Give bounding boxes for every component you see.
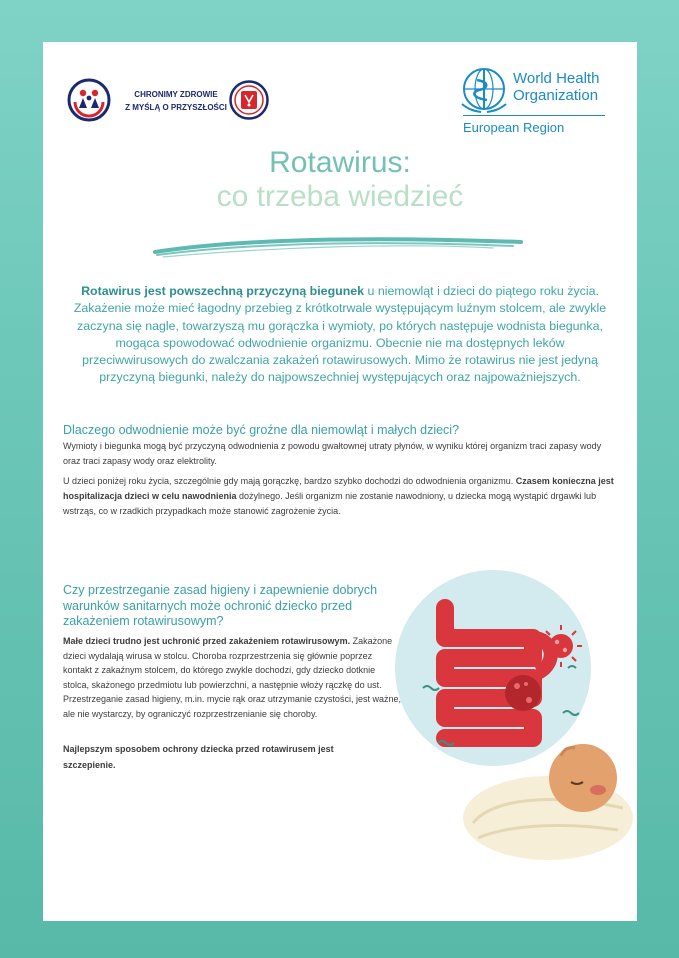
section-1-question: Dlaczego odwodnienie może być groźne dla niemowląt i małych dzieci? xyxy=(63,423,460,437)
section-1-p2-start: U dzieci poniżej roku życia, szczególnie gdy mają gorączkę, bardzo szybko dochodzi do odwodnienia organizmu. xyxy=(63,476,516,486)
intro-rest: u niemowląt i dzieci do piątego roku życia. Zakażenie może mieć łagodny przebieg z krótkotrwale występującym luźnym stolcem, ale zwykle zaczyna się nagle, towarzyszą mu gorączka i wymioty, po których następuje wodnista biegunka, mogąca spowodować odwodnienie organizmu. Obecnie nie ma dostępnych leków przeciwwirusowych do zwalczania zakażeń rotawirusowych. Mimo że rotawirus nie jest jedyną przyczyną biegunki, należy do najpowszechniej występujących oraz najpoważniejszych. xyxy=(73,284,607,385)
header xyxy=(43,42,637,142)
section-2-paragraph-2: Najlepszym sposobem ochrony dziecka przed rotawirusem jest szczepienie. xyxy=(63,744,334,770)
family-logo-icon xyxy=(67,78,111,122)
who-name: World Health Organization xyxy=(513,70,600,104)
section-2-p1-bold: Małe dzieci trudno jest uchronić przed zakażeniem rotawirusowym. xyxy=(63,636,351,646)
poster-page xyxy=(43,42,637,921)
brush-stroke xyxy=(153,234,523,262)
intestine-virus-baby-illustration xyxy=(383,568,637,873)
title-line-1: Rotawirus: xyxy=(269,146,411,179)
campaign-logo-text: CHRONIMY ZDROWIE Z MYŚLĄ O PRZYSZŁOŚCI xyxy=(125,90,227,112)
section-1-p2-end: dożylnego. Jeśli organizm nie zostanie nawodniony, u dziecka mogą wystąpić drgawki lub wstrząs, co w rzadkich przypadkach może stanowić zagrożenie życia. xyxy=(63,491,597,516)
intro-bold: Rotawirus jest powszechną przyczyną biegunek xyxy=(81,284,365,298)
section-1-p2-bold: Czasem konieczna jest hospitalizacja dzieci w celu nawodnienia xyxy=(63,476,614,501)
title-line-2: co trzeba wiedzieć xyxy=(216,180,464,213)
who-divider xyxy=(463,115,605,116)
section-1-paragraph-1: Wymioty i biegunka mogą być przyczyną odwodnienia z powodu gwałtownej utraty płynów, w wyniku której organizm traci zapasy wody oraz traci zapasy wody oraz elektrolity. xyxy=(63,441,602,466)
section-2-p1-rest: Zakażone dzieci wydalają wirusa w stolcu. Choroba rozprzestrzenia się głównie poprzez kontakt z zakaźnym stolcem, do którego zwykle dochodzi, gdy dziecko dotknie stolca, skażonego przedmiotu lub powierzchni, a następnie włoży rączkę do ust. Przestrzeganie zasad higieny, m.in. mycie rąk oraz utrzymanie czystości, jest ważne, ale nie wystarczy, by ograniczyć rozprzestrzenianie się choroby. xyxy=(63,636,401,719)
section-2-paragraph-1 xyxy=(63,634,403,722)
who-region: European Region xyxy=(463,120,565,135)
section-2-question: Czy przestrzeganie zasad higieny i zapewnienie dobrych warunków sanitarnych może ochronić dziecko przed zakażeniem rotawirusowym? xyxy=(63,583,378,628)
national-emblem-icon xyxy=(229,80,269,120)
section-1-paragraph-2 xyxy=(63,474,617,519)
who-emblem-icon xyxy=(459,64,509,114)
intro-paragraph xyxy=(63,283,617,387)
